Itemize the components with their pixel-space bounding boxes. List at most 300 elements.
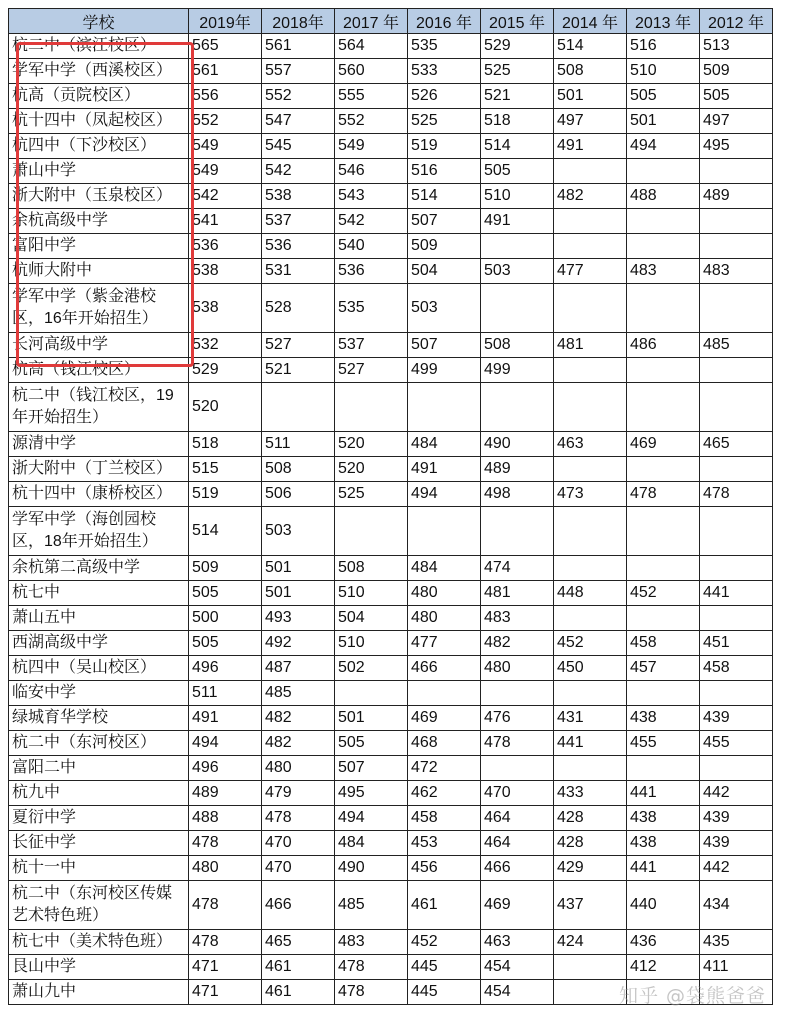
score-cell: 504 <box>335 606 408 631</box>
score-cell: 537 <box>335 333 408 358</box>
score-cell <box>554 507 627 556</box>
score-cell: 461 <box>408 881 481 930</box>
score-cell: 482 <box>554 184 627 209</box>
school-name-cell: 绿城育华学校 <box>9 706 189 731</box>
score-cell: 491 <box>189 706 262 731</box>
score-cell: 441 <box>627 856 700 881</box>
score-cell <box>554 358 627 383</box>
score-cell: 560 <box>335 59 408 84</box>
score-cell <box>408 383 481 432</box>
score-cell <box>554 457 627 482</box>
score-cell: 490 <box>481 432 554 457</box>
score-cell: 455 <box>700 731 773 756</box>
score-cell: 556 <box>189 84 262 109</box>
score-cell: 483 <box>481 606 554 631</box>
score-cell: 508 <box>335 556 408 581</box>
score-cell: 506 <box>262 482 335 507</box>
score-cell: 463 <box>554 432 627 457</box>
score-cell: 526 <box>408 84 481 109</box>
score-cell: 518 <box>481 109 554 134</box>
score-cell: 435 <box>700 930 773 955</box>
score-cell: 454 <box>481 955 554 980</box>
school-name-cell: 杭十一中 <box>9 856 189 881</box>
score-cell: 547 <box>262 109 335 134</box>
score-cell: 557 <box>262 59 335 84</box>
school-name-cell: 杭四中（吴山校区） <box>9 656 189 681</box>
table-row <box>9 955 773 980</box>
score-cell: 434 <box>700 881 773 930</box>
score-cell: 552 <box>189 109 262 134</box>
score-cell: 531 <box>262 259 335 284</box>
score-cell: 501 <box>262 556 335 581</box>
school-name-cell: 杭二中（滨江校区） <box>9 34 189 59</box>
score-cell <box>554 606 627 631</box>
score-cell <box>481 383 554 432</box>
score-cell: 542 <box>189 184 262 209</box>
score-cell: 491 <box>554 134 627 159</box>
score-cell: 445 <box>408 980 481 1005</box>
score-cell: 561 <box>189 59 262 84</box>
score-cell <box>700 556 773 581</box>
score-cell: 484 <box>408 556 481 581</box>
table-row <box>9 209 773 234</box>
score-cell: 494 <box>408 482 481 507</box>
score-cell: 505 <box>335 731 408 756</box>
score-cell: 491 <box>481 209 554 234</box>
score-cell <box>627 606 700 631</box>
score-cell: 535 <box>408 34 481 59</box>
score-cell: 510 <box>335 631 408 656</box>
score-cell <box>554 955 627 980</box>
score-cell <box>700 284 773 333</box>
score-cell: 514 <box>554 34 627 59</box>
admission-score-table <box>8 8 773 1005</box>
score-cell: 519 <box>408 134 481 159</box>
score-cell: 451 <box>700 631 773 656</box>
table-row <box>9 109 773 134</box>
table-row <box>9 84 773 109</box>
score-cell: 525 <box>481 59 554 84</box>
score-cell: 527 <box>262 333 335 358</box>
score-cell <box>481 756 554 781</box>
score-cell: 509 <box>189 556 262 581</box>
header-year: 2017 年 <box>335 9 408 34</box>
score-cell: 496 <box>189 656 262 681</box>
score-cell: 428 <box>554 806 627 831</box>
score-cell: 509 <box>408 234 481 259</box>
score-cell: 442 <box>700 781 773 806</box>
table-row <box>9 482 773 507</box>
score-cell: 492 <box>262 631 335 656</box>
score-cell: 478 <box>189 881 262 930</box>
score-cell: 494 <box>189 731 262 756</box>
score-cell <box>335 383 408 432</box>
score-cell: 482 <box>262 731 335 756</box>
score-cell: 525 <box>335 482 408 507</box>
table-row <box>9 831 773 856</box>
school-name-cell: 萧山五中 <box>9 606 189 631</box>
score-cell: 527 <box>335 358 408 383</box>
score-cell: 457 <box>627 656 700 681</box>
score-cell: 541 <box>189 209 262 234</box>
table-row <box>9 333 773 358</box>
score-cell: 478 <box>627 482 700 507</box>
score-cell: 497 <box>700 109 773 134</box>
score-cell: 477 <box>408 631 481 656</box>
school-name-cell: 临安中学 <box>9 681 189 706</box>
score-cell: 480 <box>262 756 335 781</box>
score-cell: 441 <box>627 781 700 806</box>
score-cell <box>700 606 773 631</box>
score-cell <box>627 358 700 383</box>
score-cell: 469 <box>481 881 554 930</box>
score-cell <box>554 556 627 581</box>
score-cell: 502 <box>335 656 408 681</box>
score-cell: 472 <box>408 756 481 781</box>
table-row <box>9 556 773 581</box>
score-cell: 479 <box>262 781 335 806</box>
score-cell: 538 <box>189 259 262 284</box>
score-cell: 458 <box>627 631 700 656</box>
score-cell: 536 <box>335 259 408 284</box>
score-cell: 471 <box>189 955 262 980</box>
score-cell: 412 <box>627 955 700 980</box>
score-cell: 461 <box>262 955 335 980</box>
header-year: 2019年 <box>189 9 262 34</box>
school-name-cell: 学军中学（紫金港校区，16年开始招生） <box>9 284 189 333</box>
score-cell: 428 <box>554 831 627 856</box>
score-cell: 508 <box>554 59 627 84</box>
score-cell: 431 <box>554 706 627 731</box>
score-cell: 466 <box>408 656 481 681</box>
score-cell: 509 <box>700 59 773 84</box>
school-name-cell: 杭十四中（康桥校区） <box>9 482 189 507</box>
score-cell: 464 <box>481 831 554 856</box>
score-cell <box>700 681 773 706</box>
score-cell: 518 <box>189 432 262 457</box>
score-cell: 565 <box>189 34 262 59</box>
score-cell: 469 <box>627 432 700 457</box>
score-cell: 505 <box>189 581 262 606</box>
score-cell <box>554 756 627 781</box>
score-cell <box>481 681 554 706</box>
score-cell <box>700 358 773 383</box>
score-cell: 511 <box>189 681 262 706</box>
score-cell: 490 <box>335 856 408 881</box>
table-row <box>9 706 773 731</box>
score-cell: 511 <box>262 432 335 457</box>
score-cell: 495 <box>335 781 408 806</box>
table-row <box>9 881 773 930</box>
score-cell: 545 <box>262 134 335 159</box>
score-cell: 448 <box>554 581 627 606</box>
score-cell: 473 <box>554 482 627 507</box>
table-row <box>9 656 773 681</box>
score-cell: 452 <box>627 581 700 606</box>
table-row <box>9 581 773 606</box>
score-cell: 501 <box>335 706 408 731</box>
school-name-cell: 学军中学（西溪校区） <box>9 59 189 84</box>
score-cell: 480 <box>408 606 481 631</box>
school-name-cell: 杭七中 <box>9 581 189 606</box>
score-cell: 470 <box>481 781 554 806</box>
score-cell: 499 <box>481 358 554 383</box>
score-cell <box>408 507 481 556</box>
score-cell <box>554 383 627 432</box>
table-row <box>9 457 773 482</box>
score-cell: 508 <box>262 457 335 482</box>
score-cell: 484 <box>408 432 481 457</box>
score-cell: 521 <box>262 358 335 383</box>
table-row <box>9 184 773 209</box>
score-cell: 507 <box>408 333 481 358</box>
score-cell <box>700 507 773 556</box>
table-row <box>9 781 773 806</box>
score-cell: 505 <box>627 84 700 109</box>
score-cell <box>627 209 700 234</box>
score-cell: 488 <box>627 184 700 209</box>
score-cell: 464 <box>481 806 554 831</box>
school-name-cell: 杭四中（下沙校区） <box>9 134 189 159</box>
score-cell: 483 <box>335 930 408 955</box>
score-cell: 466 <box>481 856 554 881</box>
score-cell: 516 <box>627 34 700 59</box>
table-row <box>9 756 773 781</box>
score-cell <box>481 507 554 556</box>
header-year: 2014 年 <box>554 9 627 34</box>
score-cell: 525 <box>408 109 481 134</box>
score-cell: 510 <box>627 59 700 84</box>
score-cell: 555 <box>335 84 408 109</box>
header-row <box>9 9 773 34</box>
school-name-cell: 源清中学 <box>9 432 189 457</box>
score-cell: 498 <box>481 482 554 507</box>
table-row <box>9 806 773 831</box>
score-cell: 549 <box>189 134 262 159</box>
score-cell <box>335 681 408 706</box>
school-name-cell: 长征中学 <box>9 831 189 856</box>
score-cell: 543 <box>335 184 408 209</box>
score-cell: 503 <box>408 284 481 333</box>
score-cell <box>554 681 627 706</box>
score-cell: 439 <box>700 806 773 831</box>
score-cell: 514 <box>481 134 554 159</box>
score-cell: 482 <box>262 706 335 731</box>
watermark-text: 知乎 @袋熊爸爸 <box>618 985 766 1007</box>
school-name-cell: 杭十四中（凤起校区） <box>9 109 189 134</box>
score-cell: 468 <box>408 731 481 756</box>
score-cell <box>700 756 773 781</box>
score-cell: 533 <box>408 59 481 84</box>
score-cell: 478 <box>700 482 773 507</box>
score-cell: 478 <box>335 980 408 1005</box>
score-cell <box>627 756 700 781</box>
score-cell: 529 <box>481 34 554 59</box>
score-cell <box>627 159 700 184</box>
score-cell: 478 <box>189 831 262 856</box>
score-cell: 445 <box>408 955 481 980</box>
header-year: 2018年 <box>262 9 335 34</box>
score-cell: 499 <box>408 358 481 383</box>
score-cell: 520 <box>335 457 408 482</box>
score-cell <box>700 234 773 259</box>
school-name-cell: 余杭第二高级中学 <box>9 556 189 581</box>
score-cell: 438 <box>627 806 700 831</box>
score-cell <box>627 681 700 706</box>
score-cell: 489 <box>481 457 554 482</box>
score-cell <box>700 383 773 432</box>
score-cell <box>262 383 335 432</box>
score-cell: 529 <box>189 358 262 383</box>
score-cell: 456 <box>408 856 481 881</box>
score-cell: 496 <box>189 756 262 781</box>
score-cell <box>627 234 700 259</box>
table-row <box>9 631 773 656</box>
score-cell <box>554 284 627 333</box>
score-cell <box>627 556 700 581</box>
score-cell: 438 <box>627 831 700 856</box>
score-cell: 520 <box>189 383 262 432</box>
school-name-cell: 杭高（钱江校区） <box>9 358 189 383</box>
score-cell: 436 <box>627 930 700 955</box>
score-cell: 478 <box>481 731 554 756</box>
score-cell: 549 <box>335 134 408 159</box>
score-cell: 478 <box>262 806 335 831</box>
score-cell: 441 <box>700 581 773 606</box>
score-cell <box>627 457 700 482</box>
table-row <box>9 259 773 284</box>
score-cell: 505 <box>700 84 773 109</box>
school-name-cell: 杭二中（钱江校区，19年开始招生） <box>9 383 189 432</box>
score-cell <box>408 681 481 706</box>
score-cell: 487 <box>262 656 335 681</box>
score-cell: 561 <box>262 34 335 59</box>
header-year: 2013 年 <box>627 9 700 34</box>
score-cell: 505 <box>481 159 554 184</box>
table-row <box>9 34 773 59</box>
score-cell: 476 <box>481 706 554 731</box>
score-cell <box>700 209 773 234</box>
score-cell <box>554 234 627 259</box>
table-row <box>9 681 773 706</box>
score-cell: 486 <box>627 333 700 358</box>
school-name-cell: 萧山九中 <box>9 980 189 1005</box>
score-cell: 532 <box>189 333 262 358</box>
score-cell: 424 <box>554 930 627 955</box>
score-cell: 503 <box>481 259 554 284</box>
score-cell: 485 <box>262 681 335 706</box>
table-row <box>9 284 773 333</box>
school-name-cell: 杭师大附中 <box>9 259 189 284</box>
score-cell: 438 <box>627 706 700 731</box>
score-cell: 442 <box>700 856 773 881</box>
score-cell: 452 <box>554 631 627 656</box>
score-cell: 461 <box>262 980 335 1005</box>
school-name-cell: 学军中学（海创园校区，18年开始招生） <box>9 507 189 556</box>
score-cell: 477 <box>554 259 627 284</box>
score-table-wrapper <box>8 8 773 1005</box>
school-name-cell: 西湖高级中学 <box>9 631 189 656</box>
score-cell <box>627 383 700 432</box>
score-cell: 493 <box>262 606 335 631</box>
score-cell: 474 <box>481 556 554 581</box>
score-cell: 497 <box>554 109 627 134</box>
school-name-cell: 余杭高级中学 <box>9 209 189 234</box>
score-cell: 501 <box>262 581 335 606</box>
score-cell: 489 <box>189 781 262 806</box>
score-cell: 542 <box>335 209 408 234</box>
score-cell: 478 <box>335 955 408 980</box>
score-cell: 470 <box>262 856 335 881</box>
school-name-cell: 萧山中学 <box>9 159 189 184</box>
score-cell <box>481 284 554 333</box>
score-cell: 441 <box>554 731 627 756</box>
score-cell: 466 <box>262 881 335 930</box>
table-row <box>9 159 773 184</box>
score-cell: 520 <box>335 432 408 457</box>
score-cell: 535 <box>335 284 408 333</box>
score-cell <box>335 507 408 556</box>
score-cell: 411 <box>700 955 773 980</box>
score-cell: 508 <box>481 333 554 358</box>
school-name-cell: 杭九中 <box>9 781 189 806</box>
table-row <box>9 432 773 457</box>
score-cell: 481 <box>481 581 554 606</box>
score-cell: 494 <box>335 806 408 831</box>
score-cell <box>700 457 773 482</box>
school-name-cell: 浙大附中（丁兰校区） <box>9 457 189 482</box>
score-cell: 485 <box>335 881 408 930</box>
score-cell: 494 <box>627 134 700 159</box>
score-cell: 450 <box>554 656 627 681</box>
score-cell: 564 <box>335 34 408 59</box>
score-cell <box>627 507 700 556</box>
score-cell: 521 <box>481 84 554 109</box>
table-row <box>9 234 773 259</box>
score-cell: 507 <box>408 209 481 234</box>
score-cell: 536 <box>262 234 335 259</box>
score-cell: 439 <box>700 706 773 731</box>
score-cell: 458 <box>408 806 481 831</box>
table-row <box>9 383 773 432</box>
score-cell: 488 <box>189 806 262 831</box>
score-cell: 453 <box>408 831 481 856</box>
school-name-cell: 杭二中（东河校区传媒艺术特色班） <box>9 881 189 930</box>
score-cell <box>700 159 773 184</box>
score-cell: 471 <box>189 980 262 1005</box>
score-cell: 519 <box>189 482 262 507</box>
score-cell <box>554 209 627 234</box>
score-cell: 538 <box>262 184 335 209</box>
score-cell: 485 <box>700 333 773 358</box>
score-cell: 483 <box>700 259 773 284</box>
score-cell: 501 <box>554 84 627 109</box>
score-cell: 454 <box>481 980 554 1005</box>
table-row <box>9 358 773 383</box>
score-cell: 429 <box>554 856 627 881</box>
score-cell: 462 <box>408 781 481 806</box>
score-cell: 465 <box>700 432 773 457</box>
score-cell: 501 <box>627 109 700 134</box>
score-cell: 510 <box>481 184 554 209</box>
score-cell <box>627 284 700 333</box>
score-cell: 433 <box>554 781 627 806</box>
table-row <box>9 507 773 556</box>
school-name-cell: 富阳二中 <box>9 756 189 781</box>
score-cell: 537 <box>262 209 335 234</box>
school-name-cell: 杭七中（美术特色班） <box>9 930 189 955</box>
score-cell: 470 <box>262 831 335 856</box>
